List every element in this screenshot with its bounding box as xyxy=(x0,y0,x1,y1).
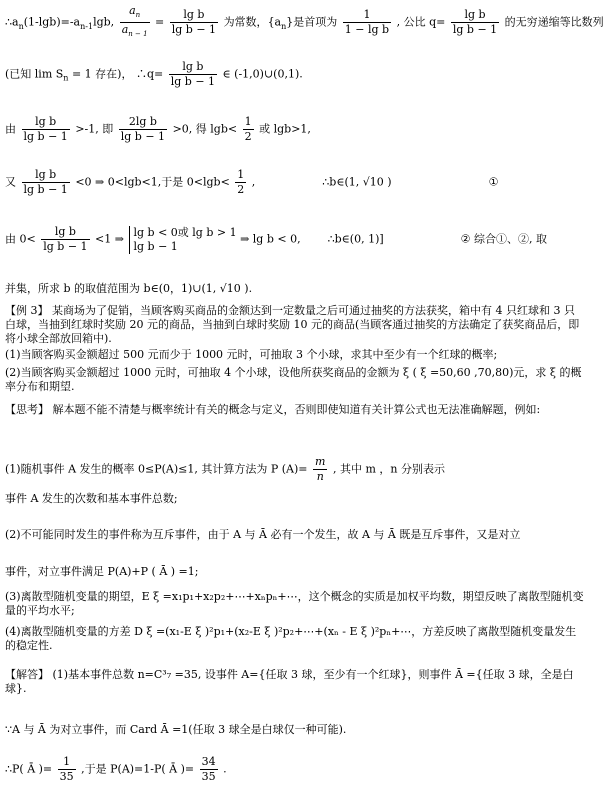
example-3: 【例 3】 某商场为了促销，当顾客购买商品的金额达到一定数量之后可通过抽奖的方法获奖，箱中有 4 只红球和 3 只白球，当抽到红球时奖励 20 元的商品，当抽到白球时奖励 10 元的商品(当顾客通过抽奖的方法确定了获奖商品后，即将小球全部放回箱中). xyxy=(5,304,580,345)
fraction-b: $\frac{\text{lg b}}{\text{lg b − 1}}$ xyxy=(171,8,217,37)
text: <0 ⇒ 0<lgb<1,于是 0<lgb< xyxy=(75,175,230,189)
line-3 xyxy=(5,115,311,144)
line-16: (4)离散型随机变量的方差 D ξ =(x₁-E ξ )²p₁+(x₂-E ξ )²p₂+⋯+(xₙ - E ξ )²pₙ+⋯，方差反映了离散型随机变量发生的稳定性. xyxy=(5,625,577,652)
fraction-d: $\frac{\text{lg b}}{\text{lg b − 1}}$ xyxy=(452,8,498,37)
text: . xyxy=(223,762,227,776)
text: 由 0< xyxy=(5,232,36,246)
fraction: $\frac{\text{lg b}}{\text{lg b − 1}}$ xyxy=(23,168,68,196)
line-6: 并集，所求 b 的取值范围为 b∈(0，1)∪(1, √10 ). xyxy=(5,282,253,295)
text: , xyxy=(251,175,256,189)
text: ∴P( Ā )= xyxy=(5,762,53,776)
text: = xyxy=(155,15,165,29)
line-1: $\therefore a_n(1-\lg b)=-a_{n-1}\lg b$, $\frac{a_n}{a_{n - 1}}$ = $\frac{\text{lg b}}{\text{lg b − 1}}$ 为常数，$\{a_n\}$是首项为 $\frac{1}{\text{1 − lg b}}$ , 公比 q= $\frac{\text{lg b}}{\text{lg b − 1}}$ 的无穷递缩等比数列 xyxy=(5,4,604,41)
fraction: $\frac{1}{2}$ xyxy=(237,168,245,196)
thinking: 【思考】 解本题不能不清楚与概率统计有关的概念与定义，否则即使知道有关计算公式也无法准确解题，例如: xyxy=(5,403,541,416)
text: ① xyxy=(488,175,499,189)
text: (已知 lim S xyxy=(5,67,64,81)
text: , 公比 q= xyxy=(396,15,446,29)
line-18: ∵A 与 Ā 为对立事件，而 Card Ā =1(任取 3 球全是白球仅一种可能). xyxy=(5,723,347,736)
line-12: 事件 A 发生的次数和基本事件总数; xyxy=(5,492,178,505)
fraction: $\frac{34}{35}$ xyxy=(201,755,216,783)
text: (1-lgb)=-a xyxy=(23,15,81,29)
question-2: (2)当顾客购买金额超过 1000 元时，可抽取 4 个小球，设他所获奖商品的金额为 ξ ( ξ =50,60 ,70,80)元，求 ξ 的概率分布和期望. xyxy=(5,366,582,393)
text: ② 综合①、②, 取 xyxy=(460,232,548,246)
line-4 xyxy=(5,168,498,197)
text: >-1, 即 xyxy=(75,122,114,136)
text: ∴q= xyxy=(135,67,164,81)
text: >0, 得 lgb< xyxy=(172,122,238,136)
fraction: $\frac{1}{2}$ xyxy=(244,115,252,143)
line-2: (已知 $\lim S_n = 1$ 存在)， ∴q= $\frac{\text{lg b}}{\text{lg b − 1}}$ ∈ (-1,0)∪(0,1). xyxy=(5,60,303,88)
text: ⇒ lg b < 0, xyxy=(240,232,301,246)
text: lgb, xyxy=(93,15,115,29)
text: 由 xyxy=(5,122,16,136)
line-11 xyxy=(5,455,445,484)
text: ∴b∈(1, √10 ) xyxy=(322,175,392,189)
text: ∈ (-1,0)∪(0,1). xyxy=(222,67,303,81)
text: 的无穷递缩等比数列 xyxy=(504,15,604,29)
fraction: $\frac{1}{35}$ xyxy=(59,755,74,783)
question-1: (1)当顾客购买金额超过 500 元而少于 1000 元时，可抽取 3 个小球，求其中至少有一个红球的概率; xyxy=(5,348,498,361)
fraction: $\frac{\text{lg b}}{\text{lg b − 1}}$ xyxy=(170,60,216,88)
text: 为常数， xyxy=(223,15,268,29)
line-15: (3)离散型随机变量的期望，E ξ =x₁p₁+x₂p₂+⋯+xₙpₙ+⋯，这个概念的实质是加权平均数，期望反映了离散型随机变量的平均水平; xyxy=(5,590,584,617)
text: , 其中 m ，n 分别表示 xyxy=(332,462,445,476)
text: (1)随机事件 A 发生的概率 0≤P(A)≤1, 其计算方法为 P (A)= xyxy=(5,462,308,476)
line-14: 事件，对立事件满足 P(A)+P ( Ā ) =1; xyxy=(5,565,199,578)
fraction: $\frac{m}{n}$ xyxy=(315,455,326,483)
line-19 xyxy=(5,755,227,784)
fraction: $\frac{\text{lg b}}{\text{lg b − 1}}$ xyxy=(43,225,88,253)
line-5 xyxy=(5,225,547,254)
fraction-c: $\frac{1}{\text{1 − lg b}}$ xyxy=(344,8,390,37)
system-brace: lg b < 0或 lg b > 1 lg b − 1 xyxy=(129,226,236,254)
text: 或 lgb>1, xyxy=(259,122,311,136)
text: <1 ⇒ xyxy=(95,232,124,246)
text: 又 xyxy=(5,175,16,189)
fraction: $\frac{\text{lg b}}{\text{lg b − 1}}$ xyxy=(23,115,68,143)
text: ∴b∈(0, 1)] xyxy=(327,232,384,246)
text: ∴a xyxy=(5,15,19,29)
sub-n: n xyxy=(18,21,24,31)
text: ,于是 P(A)=1-P( Ā )= xyxy=(81,762,195,776)
text: = 1 存在)， xyxy=(71,67,133,81)
text: {a xyxy=(267,15,282,29)
text: }是首项为 xyxy=(286,15,338,29)
fraction: $\frac{\text{2lg b}}{\text{lg b − 1}}$ xyxy=(120,115,166,143)
fraction-a: $\frac{a_n}{a_{n - 1}}$ xyxy=(121,4,148,39)
sub-n1: n-1 xyxy=(80,21,94,31)
answer: 【解答】 (1)基本事件总数 n=C³₇ =35, 设事件 A={任取 3 球，至少有一个红球}，则事件 Ā ={任取 3 球，全是白球}. xyxy=(5,668,574,695)
line-13: (2)不可能同时发生的事件称为互斥事件，由于 A 与 Ā 必有一个发生，故 A 与 Ā 既是互斥事件，又是对立 xyxy=(5,528,521,541)
